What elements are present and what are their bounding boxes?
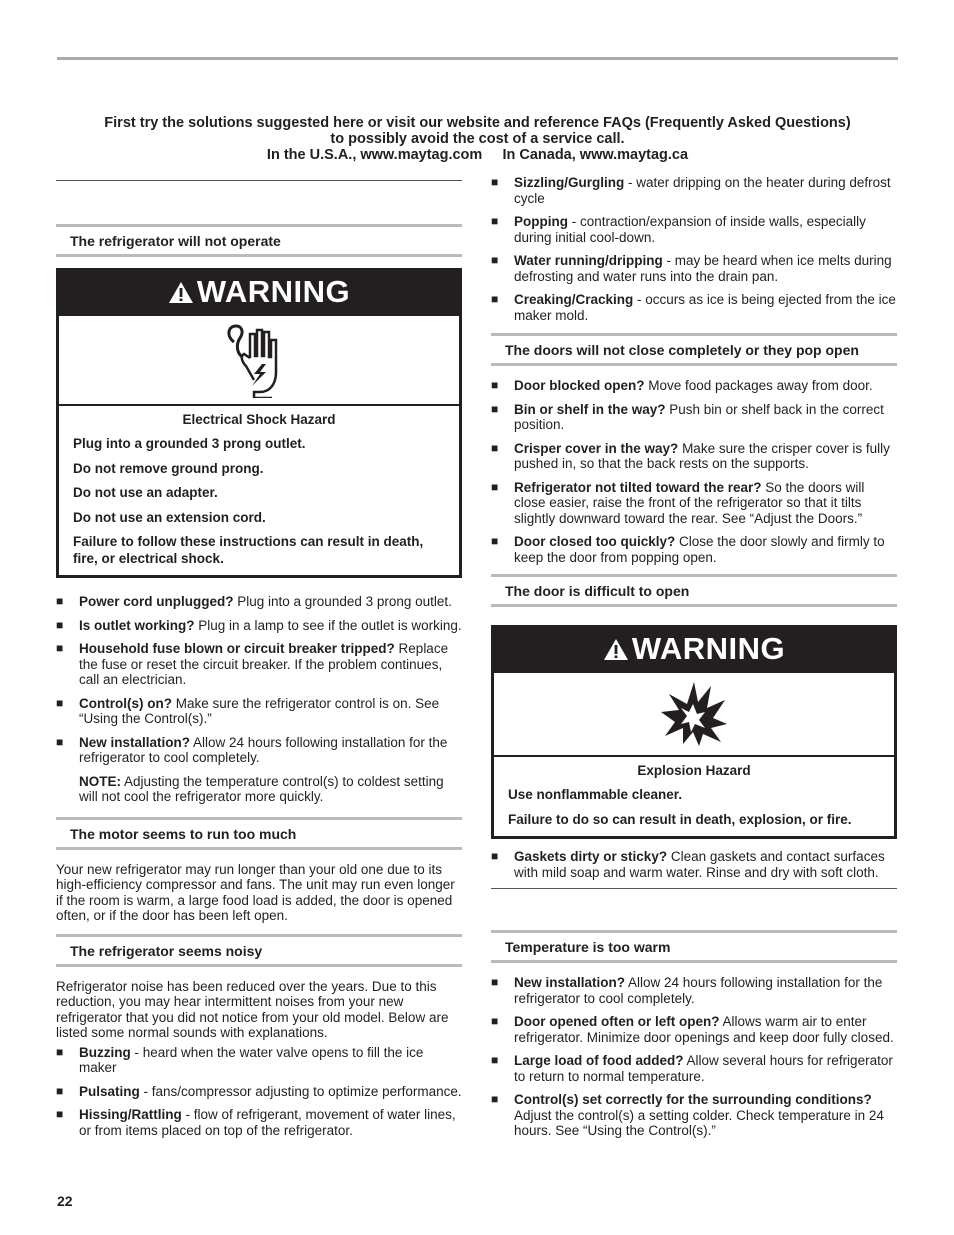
warning-box-explosion — [491, 625, 897, 839]
heading-motor: The motor seems to run too much — [56, 817, 462, 850]
intro-line-2: to possibly avoid the cost of a service call. — [330, 131, 625, 147]
list-item: ■ Control(s) set correctly for the surrounding conditions? Adjust the control(s) a setting colder. Check temperature in 24 hours. See “Using the Control(s).” — [491, 1092, 897, 1139]
intro-line-1: First try the solutions suggested here or visit our website and reference FAQs (Frequently Asked Questions) — [104, 115, 851, 131]
warning-triangle-icon — [168, 275, 194, 313]
list-item: ■ Hissing/Rattling - flow of refrigerant, movement of water lines, or from items placed on top of the refrigerator. — [56, 1107, 462, 1138]
list-item: ■ Buzzing - heard when the water valve opens to fill the ice maker — [56, 1045, 462, 1076]
noise-list-continued — [491, 175, 897, 323]
list-item: ■ Pulsating - fans/compressor adjusting to optimize performance. — [56, 1084, 462, 1100]
warning-box-electrical — [56, 268, 462, 578]
warning-line: Do not use an adapter. — [73, 485, 218, 501]
warning-line: Do not remove ground prong. — [73, 460, 264, 476]
heading-too-warm: Temperature is too warm — [491, 930, 897, 963]
warning-text — [494, 757, 894, 837]
list-item: ■ Popping - contraction/expansion of inside walls, especially during initial cool-down. — [491, 214, 897, 245]
too-warm-list — [491, 975, 897, 1139]
heading-difficult: The door is difficult to open — [491, 574, 897, 607]
not-operate-list — [56, 594, 462, 766]
warning-triangle-icon — [603, 632, 629, 670]
list-item: ■ Crisper cover in the way? Make sure the crisper cover is fully pushed in, so that the back rests on the supports. — [491, 441, 897, 472]
list-item: ■ Bin or shelf in the way? Push bin or shelf back in the correct position. — [491, 402, 897, 433]
list-item: ■ Door blocked open? Move food packages away from door. — [491, 378, 897, 394]
list-item: ■ Door opened often or left open? Allows warm air to enter refrigerator. Minimize door openings and keep door fully closed. — [491, 1014, 897, 1045]
note: NOTE: Adjusting the temperature control(s) to coldest setting will not cool the refrigerator more quickly. — [79, 773, 444, 805]
list-item: ■ Large load of food added? Allow several hours for refrigerator to return to normal temperature. — [491, 1053, 897, 1084]
warning-line: Do not use an extension cord. — [73, 509, 266, 525]
right-column — [491, 175, 897, 1147]
list-item: ■ New installation? Allow 24 hours following installation for the refrigerator to cool completely. — [56, 735, 462, 766]
hazard-title: Explosion Hazard — [637, 762, 751, 778]
page-number: 22 — [57, 1193, 73, 1209]
list-item: ■ New installation? Allow 24 hours following installation for the refrigerator to cool completely. — [491, 975, 897, 1006]
hazard-title: Electrical Shock Hazard — [182, 411, 336, 427]
doors-list — [491, 378, 897, 565]
warning-line: Use nonflammable cleaner. — [508, 787, 683, 803]
electrical-shock-icon — [59, 316, 459, 406]
top-rule — [57, 57, 898, 60]
list-item: ■ Power cord unplugged? Plug into a grounded 3 prong outlet. — [56, 594, 462, 610]
warning-title: WARNING — [196, 274, 351, 309]
warning-line: Failure to do so can result in death, explosion, or fire. — [508, 811, 852, 827]
list-item: ■ Sizzling/Gurgling - water dripping on the heater during defrost cycle — [491, 175, 897, 206]
list-item: ■ Creaking/Cracking - occurs as ice is being ejected from the ice maker mold. — [491, 292, 897, 323]
list-item: ■ Household fuse blown or circuit breaker tripped? Replace the fuse or reset the circuit breaker. If the problem continues, call an electrician. — [56, 641, 462, 688]
list-item: ■ Is outlet working? Plug in a lamp to see if the outlet is working. — [56, 618, 462, 634]
warning-text — [59, 406, 459, 576]
left-column — [56, 180, 462, 1146]
list-item: ■ Door closed too quickly? Close the door slowly and firmly to keep the door from popping open. — [491, 534, 897, 565]
list-item: ■ Refrigerator not tilted toward the rear? So the doors will close easier, raise the front of the refrigerator so that it tilts slightly downward toward the rear. See “Adjust the Doors.” — [491, 480, 897, 527]
list-item: ■ Water running/dripping - may be heard when ice melts during defrosting and water runs into the drain pan. — [491, 253, 897, 284]
warning-title: WARNING — [631, 631, 786, 666]
intro-block — [57, 115, 898, 163]
explosion-icon — [494, 673, 894, 757]
warning-line: Failure to follow these instructions can result in death, fire, or electrical shock. — [73, 534, 424, 566]
warning-header — [494, 628, 894, 673]
heading-noisy: The refrigerator seems noisy — [56, 934, 462, 967]
heading-doors: The doors will not close completely or they pop open — [491, 333, 897, 366]
noisy-paragraph: Refrigerator noise has been reduced over the years. Due to this reduction, you may hear intermittent noises from your new refrigerator that you did not notice from your old model. Below are listed some normal sounds with explanations. — [56, 978, 449, 1041]
motor-paragraph: Your new refrigerator may run longer than your old one due to its high-efficiency compressor and fans. The unit may run even longer if the room is warm, a large food load is added, the door is opened often, or if the door has been left open. — [56, 861, 455, 924]
warning-header — [59, 271, 459, 316]
warning-line: Plug into a grounded 3 prong outlet. — [73, 436, 306, 452]
heading-not-operate: The refrigerator will not operate — [56, 224, 462, 257]
intro-line-3: In the U.S.A., www.maytag.com In Canada, www.maytag.ca — [266, 147, 689, 163]
noise-list — [56, 1045, 462, 1139]
gasket-list — [491, 849, 897, 880]
list-item: ■ Control(s) on? Make sure the refrigerator control is on. See “Using the Control(s).” — [56, 696, 462, 727]
list-item: ■ Gaskets dirty or sticky? Clean gaskets and contact surfaces with mild soap and warm water. Rinse and dry with soft cloth. — [491, 849, 897, 880]
